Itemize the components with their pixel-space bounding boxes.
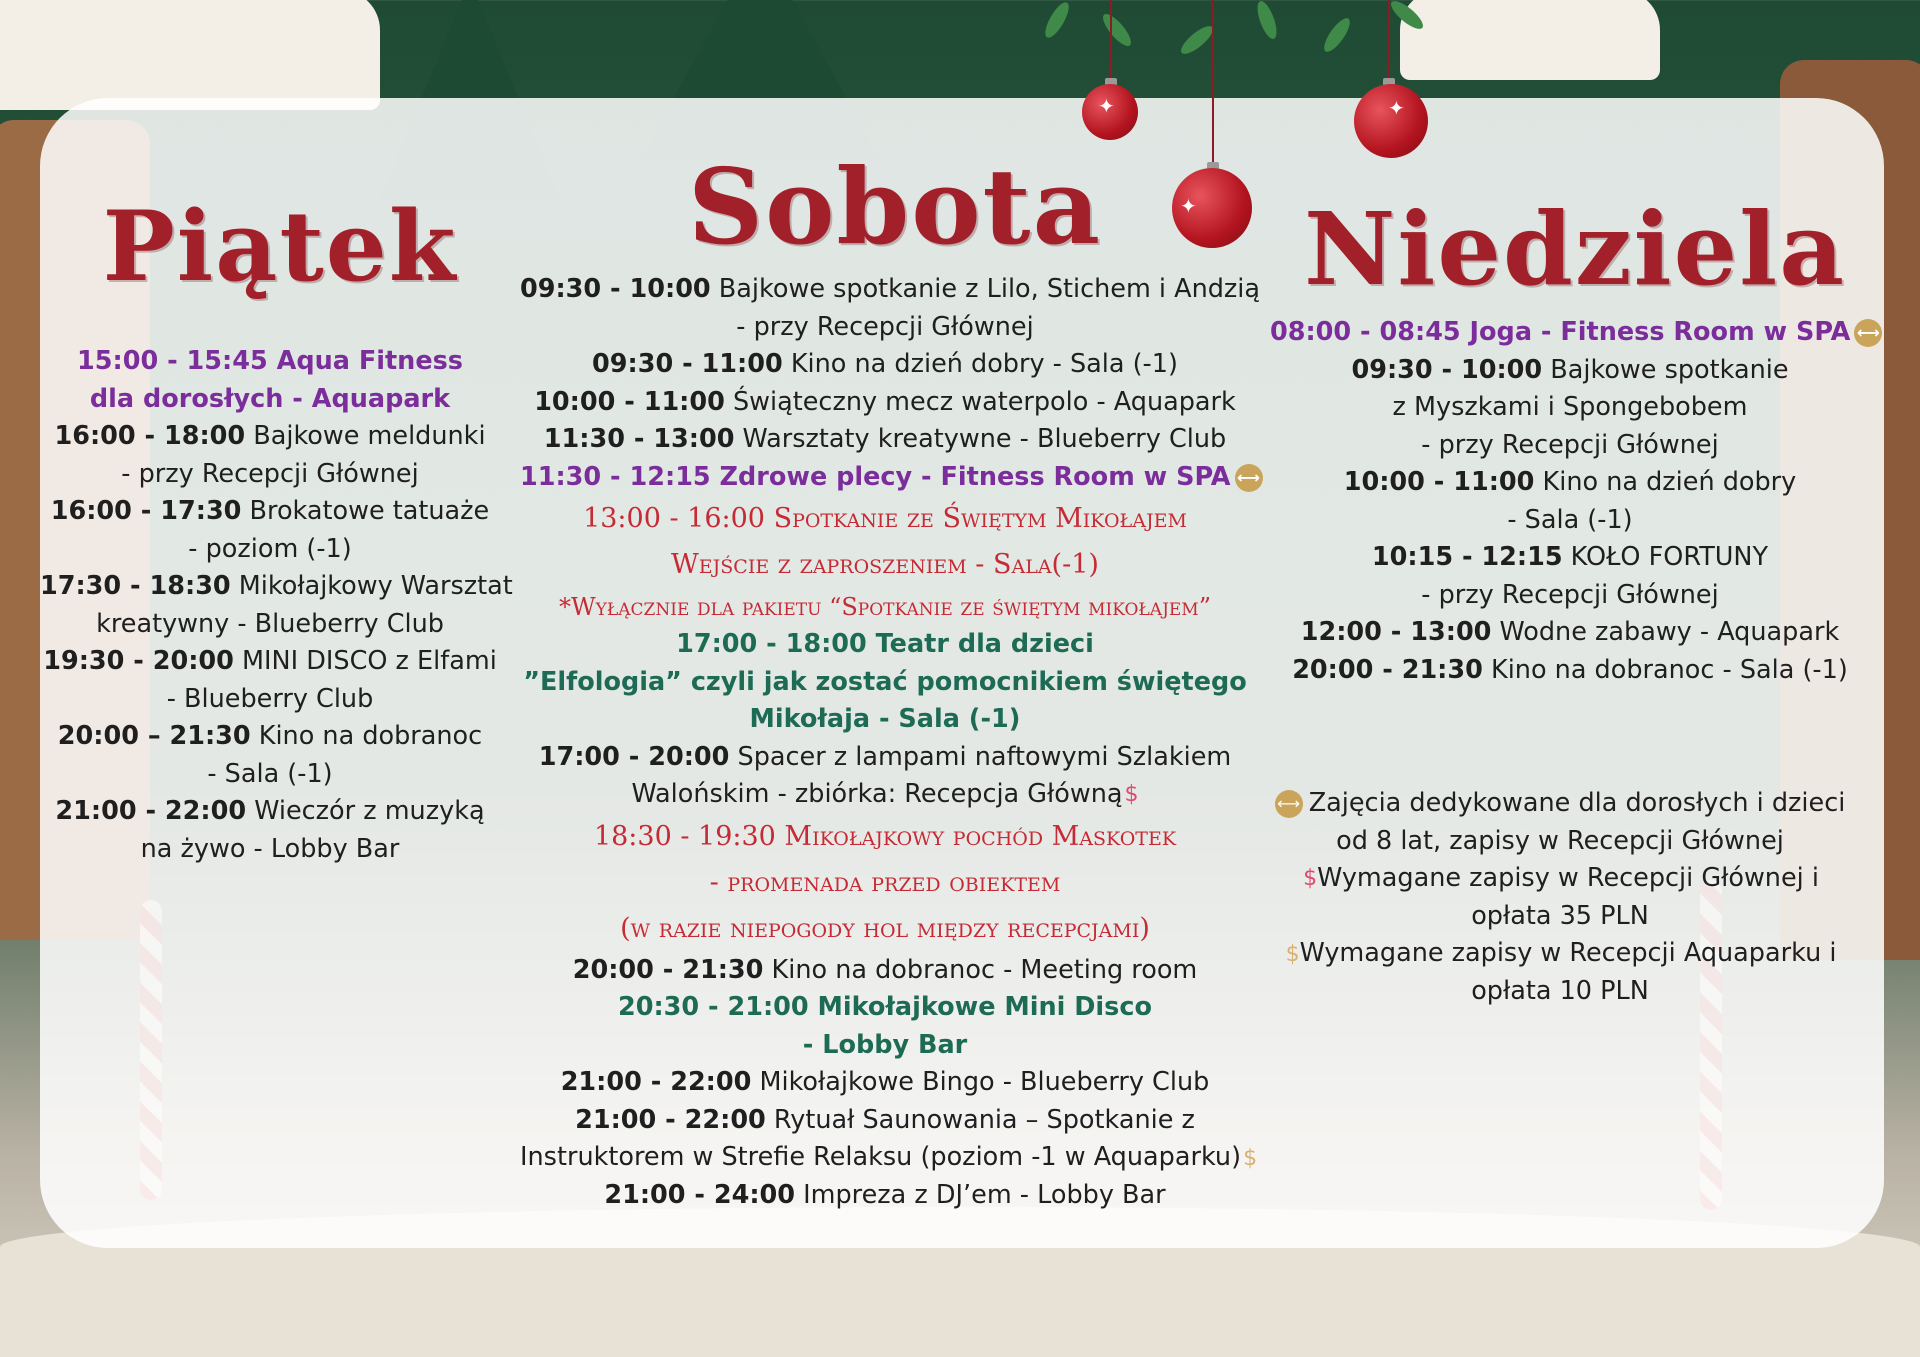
event-time: 21:00 - 22:00	[55, 796, 247, 826]
event-time: 20:00 - 21:30	[1292, 654, 1483, 685]
event-title: Walońskim - zbiórka: Recepcja Główną	[631, 779, 1123, 809]
legend-text: Wymagane zapisy w Recepcji Aquaparku i	[1299, 938, 1837, 969]
bauble-string	[1388, 0, 1390, 80]
event-title: Kino na dobranoc - Meeting room	[763, 954, 1198, 985]
schedule-line	[520, 271, 1261, 309]
event-time: 10:00 - 11:00	[534, 386, 725, 417]
schedule-line: z Myszkami i Spongebobem	[1392, 392, 1748, 422]
event-title: Mikołajkowy Warsztat	[230, 571, 513, 601]
sparkle-icon: ✦	[1098, 94, 1115, 118]
leaf	[1254, 0, 1281, 41]
schedule-line: - przy Recepcji Głównej	[1421, 579, 1719, 610]
schedule-line	[520, 1102, 1250, 1140]
event-time: 16:00 - 17:30	[50, 496, 242, 526]
event-time: 21:00 - 22:00	[560, 1067, 752, 1098]
event-title: Bajkowe spotkanie	[1542, 354, 1789, 385]
dumbbell-icon: ⟷	[1235, 464, 1263, 492]
event-time: 21:00 - 24:00	[604, 1180, 796, 1210]
schedule-line	[520, 776, 1250, 814]
schedule-line: 13:00 - 16:00 Spotkanie ze Świętym Mikołajem	[583, 503, 1187, 534]
event-title: Bajkowe spotkanie z Lilo, Stichem i Andzią	[710, 274, 1261, 304]
sunday-schedule	[1270, 314, 1880, 689]
dumbbell-icon: ⟷	[1854, 319, 1882, 347]
schedule-line	[520, 1177, 1250, 1215]
schedule-line: - Sala (-1)	[1507, 504, 1633, 535]
event-title: Bajkowe meldunki	[245, 421, 486, 451]
event-title: Impreza z DJ’em - Lobby Bar	[795, 1180, 1166, 1210]
legend-line	[1260, 860, 1860, 898]
event-time: 17:30 - 18:30	[40, 571, 231, 601]
schedule-line: - przy Recepcji Głównej	[736, 311, 1034, 342]
sparkle-icon: ✦	[1388, 96, 1405, 120]
event-time: 20:00 - 21:30	[572, 954, 764, 985]
event-time: 11:30 - 13:00	[543, 424, 735, 454]
schedule-line: - Lobby Bar	[802, 1029, 968, 1060]
event-time: 09:30 - 10:00	[1351, 354, 1543, 385]
legend-text: Wymagane zapisy w Recepcji Głównej i	[1317, 863, 1819, 893]
schedule-line	[1270, 464, 1870, 502]
event-title: MINI DISCO z Elfami	[233, 646, 497, 676]
event-title: Instruktorem w Strefie Relaksu (poziom -1 w Aquaparku)	[520, 1142, 1242, 1173]
dumbbell-icon: ⟷	[1275, 790, 1303, 818]
legend-line: od 8 lat, zapisy w Recepcji Głównej	[1336, 825, 1784, 856]
event-time: 09:30 - 10:00	[520, 274, 711, 304]
schedule-line	[520, 739, 1250, 777]
legend-text: Zajęcia dedykowane dla dorosłych i dzieci	[1308, 788, 1846, 818]
event-time: 19:30 - 20:00	[43, 646, 234, 676]
saturday-schedule	[520, 271, 1261, 1215]
schedule-line	[520, 952, 1250, 990]
event-title: 08:00 - 08:45 Joga - Fitness Room w SPA	[1270, 317, 1851, 347]
legend-line	[1260, 785, 1860, 823]
sparkle-icon: ✦	[1180, 194, 1197, 218]
event-time: 12:00 - 13:00	[1300, 617, 1492, 647]
leaf	[1177, 22, 1217, 58]
event-title: Rytuał Saunowania – Spotkanie z	[765, 1104, 1195, 1135]
event-title: Kino na dobranoc	[250, 721, 483, 751]
bauble-string	[1212, 0, 1214, 164]
schedule-line	[40, 643, 500, 681]
schedule-line: - promenada przed obiektem	[709, 866, 1061, 898]
legend-line: opłata 10 PLN	[1471, 976, 1649, 1006]
event-title: Spacer z lampami naftowymi Szlakiem	[729, 741, 1232, 772]
schedule-line: - Blueberry Club	[166, 683, 374, 714]
event-time: 21:00 - 22:00	[575, 1104, 766, 1135]
schedule-line	[1270, 352, 1870, 390]
schedule-line	[520, 1064, 1250, 1102]
schedule-line	[1270, 314, 1880, 352]
legend	[1260, 785, 1860, 1011]
schedule-line: dla dorosłych - Aquapark	[89, 383, 451, 414]
event-title: Świąteczny mecz waterpolo - Aquapark	[724, 386, 1236, 417]
event-time: 10:00 - 11:00	[1343, 467, 1535, 497]
schedule-line: (w razie niepogody hol między recepcjami)	[620, 912, 1150, 944]
legend-line	[1260, 935, 1860, 973]
schedule-line	[520, 1139, 1258, 1177]
schedule-line: ”Elfologia” czyli jak zostać pomocnikiem świętego	[523, 666, 1247, 697]
schedule-line: - przy Recepcji Głównej	[1421, 429, 1719, 460]
event-title: Wieczór z muzyką	[246, 796, 485, 826]
schedule-line: 17:00 - 18:00 Teatr dla dzieci	[676, 629, 1094, 659]
snow-roof-left	[0, 0, 380, 110]
friday-schedule	[40, 343, 513, 868]
schedule-line	[40, 718, 500, 756]
schedule-line	[1270, 614, 1870, 652]
event-title: Kino na dzień dobry - Sala (-1)	[782, 349, 1178, 379]
schedule-line: *Wyłącznie dla pakietu “Spotkanie ze świętym mikołajem”	[559, 593, 1211, 621]
schedule-line	[40, 418, 500, 456]
schedule-line: 15:00 - 15:45 Aqua Fitness	[77, 346, 463, 376]
schedule-line: - Sala (-1)	[207, 758, 333, 789]
schedule-line: Wejście z zaproszeniem - Sala(-1)	[671, 549, 1099, 580]
hand-coin-icon: $	[1243, 1145, 1258, 1171]
event-title: Wodne zabawy - Aquapark	[1491, 617, 1840, 647]
event-title: Brokatowe tatuaże	[241, 496, 490, 526]
friday-heading: Piątek	[102, 190, 458, 303]
schedule-line	[520, 384, 1250, 422]
hand-coin-icon: $	[1285, 941, 1300, 967]
event-title: Mikołajkowe Bingo - Blueberry Club	[751, 1067, 1210, 1098]
leaf	[1041, 0, 1073, 41]
saturday-heading: Sobota	[688, 145, 1102, 268]
leaf	[1099, 10, 1135, 50]
event-time: 10:15 - 12:15	[1371, 542, 1563, 572]
schedule-line: kreatywny - Blueberry Club	[96, 608, 444, 639]
schedule-line	[40, 568, 513, 606]
event-title: Warsztaty kreatywne - Blueberry Club	[734, 424, 1227, 454]
schedule-line	[520, 346, 1250, 384]
event-time: 17:00 - 20:00	[538, 741, 730, 772]
leaf	[1320, 15, 1354, 56]
bauble-string	[1110, 0, 1112, 80]
schedule-line	[1270, 539, 1870, 577]
event-time: 09:30 - 11:00	[592, 349, 783, 379]
schedule-line: Mikołaja - Sala (-1)	[749, 704, 1021, 734]
event-time: 16:00 - 18:00	[54, 421, 246, 451]
schedule-line	[40, 493, 500, 531]
event-title: Kino na dzień dobry	[1534, 467, 1797, 497]
event-title: Kino na dobranoc - Sala (-1)	[1482, 654, 1848, 685]
schedule-line	[520, 421, 1250, 459]
schedule-line: - poziom (-1)	[188, 533, 352, 564]
schedule-line: - przy Recepcji Głównej	[121, 458, 419, 489]
event-title: 11:30 - 12:15 Zdrowe plecy - Fitness Room w SPA	[520, 461, 1231, 492]
schedule-line	[1270, 652, 1870, 690]
schedule-line: na żywo - Lobby Bar	[140, 833, 400, 864]
hand-coin-icon: $	[1124, 782, 1139, 808]
schedule-line	[520, 459, 1260, 497]
event-time: 20:00 – 21:30	[57, 721, 251, 751]
schedule-line: 20:30 - 21:00 Mikołajkowe Mini Disco	[617, 992, 1152, 1023]
event-title: KOŁO FORTUNY	[1562, 542, 1769, 572]
hand-coin-icon: $	[1303, 866, 1318, 892]
schedule-line: 18:30 - 19:30 Mikołajkowy pochód Maskotek	[593, 820, 1177, 852]
legend-line: opłata 35 PLN	[1471, 900, 1649, 931]
sunday-heading: Niedziela	[1303, 190, 1847, 308]
schedule-line	[40, 793, 500, 831]
snow-roof-right	[1400, 0, 1660, 80]
